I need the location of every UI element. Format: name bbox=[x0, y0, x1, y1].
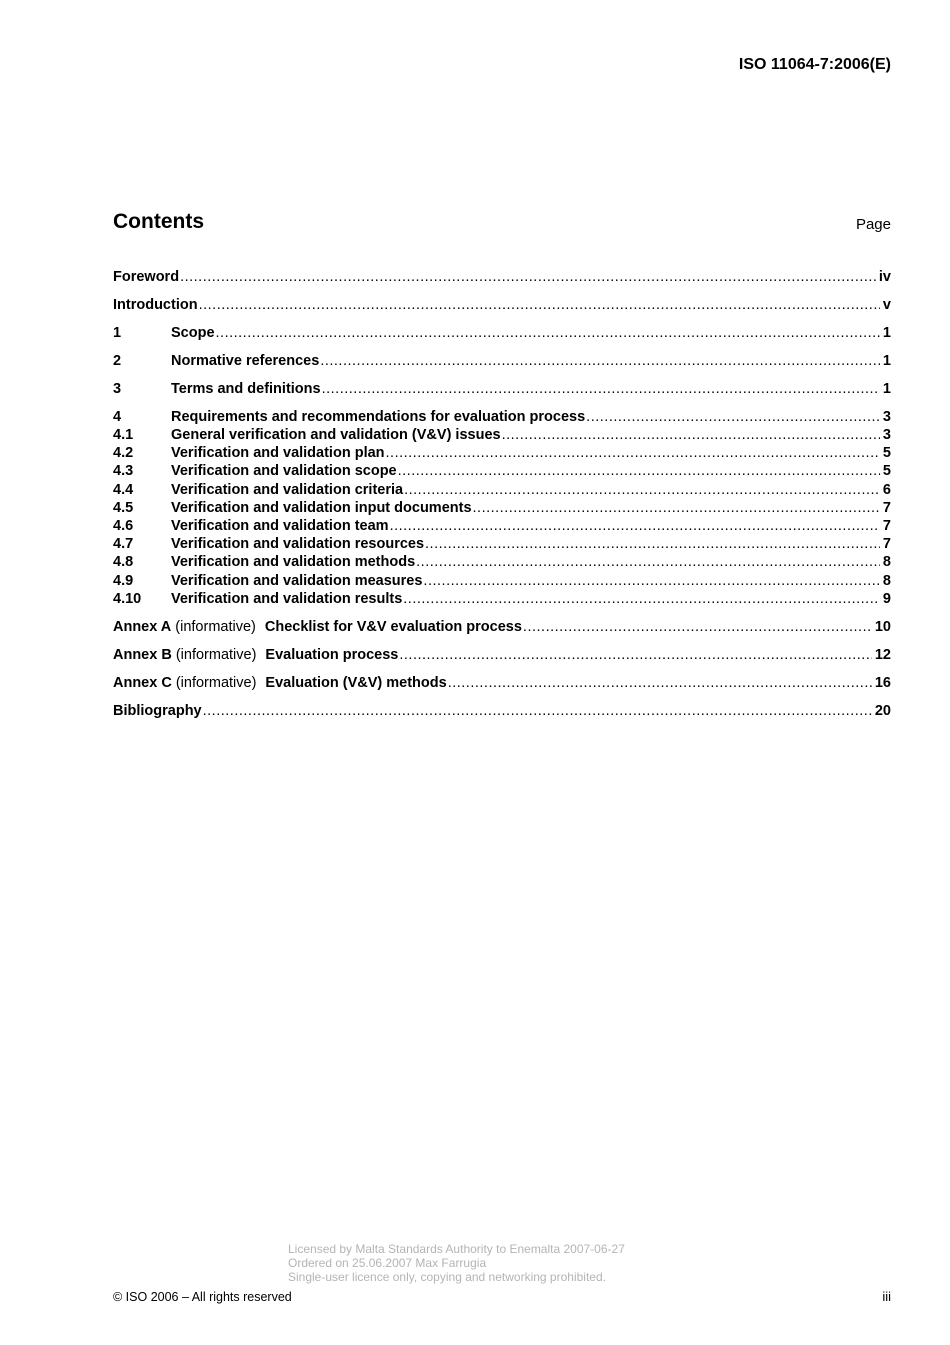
toc-entry-number: 4.4 bbox=[113, 481, 134, 498]
dot-leader bbox=[502, 426, 880, 444]
toc-entry-terms-definitions[interactable] bbox=[113, 380, 891, 398]
dot-leader bbox=[322, 380, 880, 398]
dot-leader bbox=[523, 618, 872, 636]
toc-entry-number: 4.6 bbox=[113, 518, 134, 535]
dot-leader bbox=[425, 535, 880, 553]
dot-leader bbox=[586, 408, 880, 426]
licence-line: Ordered on 25.06.2007 Max Farrugia bbox=[288, 1256, 487, 1271]
toc-entry-4-1[interactable] bbox=[113, 426, 891, 444]
toc-entry-introduction[interactable] bbox=[113, 296, 891, 314]
toc-entry-4-9[interactable] bbox=[113, 572, 891, 590]
dot-leader bbox=[398, 462, 880, 480]
annex-label: Annex C bbox=[113, 674, 172, 691]
toc-entry-page: 10 bbox=[874, 618, 891, 635]
toc-entry-title: Verification and validation plan bbox=[171, 445, 385, 462]
toc-entry-4-3[interactable] bbox=[113, 462, 891, 480]
toc-entry-page: 5 bbox=[882, 445, 891, 462]
toc-entry-title: Introduction bbox=[113, 296, 198, 313]
toc-entry-bibliography[interactable] bbox=[113, 702, 891, 720]
dot-leader bbox=[390, 517, 880, 535]
copyright-notice: © ISO 2006 – All rights reserved bbox=[113, 1290, 292, 1304]
dot-leader bbox=[399, 646, 871, 664]
toc-entry-number: 1 bbox=[113, 324, 122, 341]
toc-entry-page: 12 bbox=[874, 646, 891, 663]
annex-label: Annex B bbox=[113, 646, 172, 663]
toc-entry-page: 1 bbox=[882, 352, 891, 369]
dot-leader bbox=[473, 499, 880, 517]
toc-entry-page: 7 bbox=[882, 518, 891, 535]
dot-leader bbox=[423, 572, 880, 590]
page-number: iii bbox=[882, 1289, 891, 1304]
annex-type: (informative) bbox=[175, 646, 257, 663]
toc-entry-annex-b[interactable] bbox=[113, 646, 891, 664]
toc-entry-title: Verification and validation resources bbox=[171, 536, 425, 553]
toc-entry-page: 9 bbox=[882, 590, 891, 607]
toc-entry-page: 6 bbox=[882, 481, 891, 498]
annex-label: Annex A bbox=[113, 618, 172, 635]
contents-title: Contents bbox=[113, 210, 204, 233]
toc-entry-title: Bibliography bbox=[113, 702, 202, 719]
toc-entry-number: 4.3 bbox=[113, 463, 134, 480]
annex-title: Checklist for V&V evaluation process bbox=[264, 618, 522, 635]
toc-entry-title: Verification and validation team bbox=[171, 518, 389, 535]
dot-leader bbox=[199, 296, 880, 314]
toc-entry-4-8[interactable] bbox=[113, 553, 891, 571]
toc-entry-number: 3 bbox=[113, 380, 122, 397]
toc-entry-number: 4.8 bbox=[113, 554, 134, 571]
toc-entry-number: 4.5 bbox=[113, 499, 134, 516]
toc-entry-4-10[interactable] bbox=[113, 590, 891, 608]
toc-entry-title: Verification and validation measures bbox=[171, 572, 423, 589]
toc-entry-number: 4.7 bbox=[113, 536, 134, 553]
annex-type: (informative) bbox=[175, 674, 257, 691]
toc-entry-4-5[interactable] bbox=[113, 499, 891, 517]
document-id: ISO 11064-7:2006(E) bbox=[738, 56, 891, 73]
toc-entry-page: 7 bbox=[882, 499, 891, 516]
toc-entry-page: 3 bbox=[882, 408, 891, 425]
toc-entry-title: Scope bbox=[171, 324, 215, 341]
dot-leader bbox=[404, 481, 880, 499]
toc-entry-foreword[interactable] bbox=[113, 268, 891, 286]
annex-type: (informative) bbox=[175, 618, 256, 635]
toc-entry-page: 1 bbox=[882, 380, 891, 397]
toc-entry-page: iv bbox=[878, 269, 891, 285]
toc-entry-4-6[interactable] bbox=[113, 517, 891, 535]
dot-leader bbox=[320, 352, 880, 370]
annex-title: Evaluation process bbox=[265, 646, 399, 663]
toc-entry-page: 7 bbox=[882, 536, 891, 553]
licence-watermark bbox=[288, 1242, 625, 1285]
toc-entry-page: 8 bbox=[882, 572, 891, 589]
dot-leader bbox=[448, 674, 872, 692]
toc-entry-requirements[interactable] bbox=[113, 408, 891, 426]
toc-entry-title: Verification and validation results bbox=[171, 590, 403, 607]
toc-entry-annex-a[interactable] bbox=[113, 618, 891, 636]
toc-entry-title: Verification and validation methods bbox=[171, 554, 416, 571]
toc-entry-page: 3 bbox=[882, 427, 891, 444]
toc-entry-number: 4.9 bbox=[113, 572, 134, 589]
toc-entry-page: 20 bbox=[874, 702, 891, 719]
toc-entry-title: Normative references bbox=[171, 352, 320, 369]
toc-entry-number: 4.1 bbox=[113, 427, 134, 444]
toc-entry-page: 8 bbox=[882, 554, 891, 571]
toc-entry-title: Terms and definitions bbox=[171, 380, 321, 397]
dot-leader bbox=[403, 590, 880, 608]
annex-title: Evaluation (V&V) methods bbox=[265, 674, 447, 691]
table-of-contents bbox=[113, 268, 891, 720]
toc-entry-4-7[interactable] bbox=[113, 535, 891, 553]
toc-entry-number: 4 bbox=[113, 408, 122, 425]
dot-leader bbox=[216, 324, 880, 342]
toc-entry-page: 5 bbox=[882, 463, 891, 480]
toc-entry-page: 16 bbox=[874, 674, 891, 691]
toc-entry-4-2[interactable] bbox=[113, 444, 891, 462]
dot-leader bbox=[180, 268, 876, 286]
toc-entry-scope[interactable] bbox=[113, 324, 891, 342]
dot-leader bbox=[203, 702, 872, 720]
toc-entry-title: Requirements and recommendations for evaluation process bbox=[171, 408, 586, 425]
toc-entry-title: Foreword bbox=[113, 269, 180, 285]
toc-entry-normative-references[interactable] bbox=[113, 352, 891, 370]
toc-entry-annex-c[interactable] bbox=[113, 674, 891, 692]
licence-line: Single-user licence only, copying and networking prohibited. bbox=[288, 1270, 606, 1285]
dot-leader bbox=[416, 553, 880, 571]
toc-entry-number: 2 bbox=[113, 352, 122, 369]
page-column-label: Page bbox=[855, 216, 891, 233]
dot-leader bbox=[386, 444, 880, 462]
toc-entry-page: 1 bbox=[882, 324, 891, 341]
licence-line: Licensed by Malta Standards Authority to Enemalta 2007-06-27 bbox=[288, 1242, 625, 1256]
toc-entry-number: 4.2 bbox=[113, 445, 134, 462]
toc-entry-title: Verification and validation input documents bbox=[171, 499, 472, 516]
toc-entry-title: General verification and validation (V&V) issues bbox=[171, 427, 501, 444]
toc-entry-title: Verification and validation scope bbox=[171, 463, 397, 480]
toc-entry-4-4[interactable] bbox=[113, 481, 891, 499]
toc-entry-number: 4.10 bbox=[113, 590, 142, 607]
toc-entry-page: v bbox=[882, 296, 891, 313]
toc-entry-title: Verification and validation criteria bbox=[171, 481, 404, 498]
